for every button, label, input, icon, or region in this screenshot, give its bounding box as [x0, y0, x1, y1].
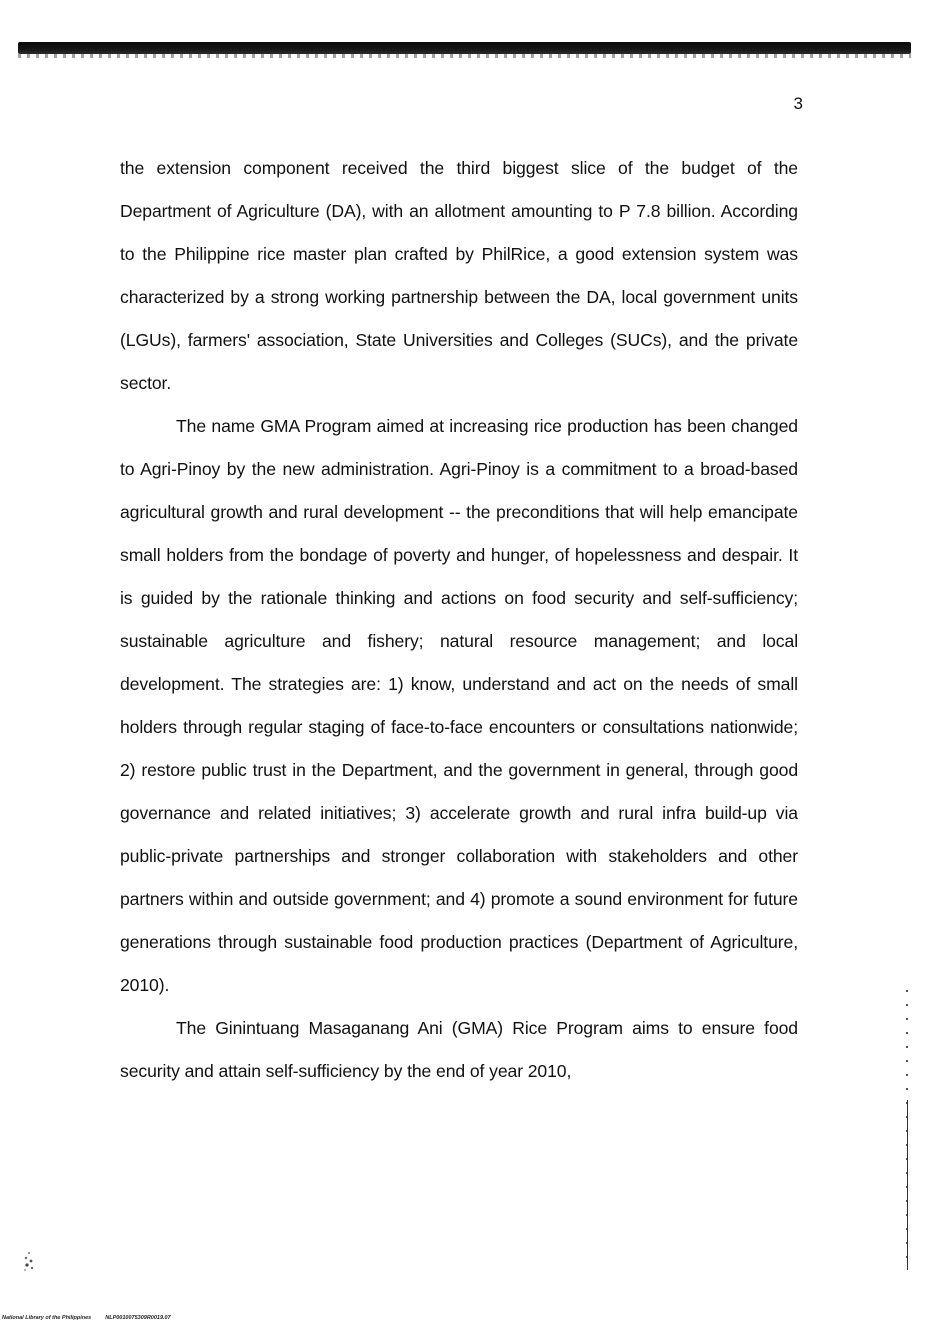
footer-library-name: National Library of the Philippines — [2, 1315, 92, 1321]
footer-document-code: NLP0010075309R0019.07 — [105, 1315, 171, 1321]
page-number: 3 — [793, 94, 803, 113]
paragraph-gma-rice-program: The Ginintuang Masaganang Ani (GMA) Rice Program aims to ensure food security and attain self-sufficiency by the end of year 2010, — [120, 1018, 798, 1081]
paragraph-continuation: the extension component received the third biggest slice of the budget of the Department of Agriculture (DA), with an allotment amounting to P 7.8 billion. According to the Philippine rice master plan crafted by PhilRice, a good extension system was characterized by a strong working partnership between the DA, local government units (LGUs), farmers' association, State Universities and Colleges (SUCs), and the private sector. — [120, 158, 798, 393]
scan-margin-line — [907, 1100, 908, 1270]
scan-speckle-icon — [22, 1250, 36, 1272]
paragraph-agri-pinoy: The name GMA Program aimed at increasing rice production has been changed to Agri-Pinoy by the new administration. Agri-Pinoy is a commitment to a broad-based agricultural growth and rural development -- the preconditions that will help emancipate small holders from the bondage of poverty and hunger, of hopelessness and despair. It is guided by the rationale thinking and actions on food security and self-sufficiency; sustainable agriculture and fishery; natural resource management; and local development. The strategies are: 1) know, understand and act on the needs of small holders through regular staging of face-to-face encounters or consultations nationwide; 2) restore public trust in the Department, and the government in general, through good governance and related initiatives; 3) accelerate growth and rural infra build-up via public-private partnerships and stronger collaboration with stakeholders and other partners within and outside government; and 4) promote a sound environment for future generations through sustainable food production practices (Department of Agriculture, 2010). — [120, 416, 798, 995]
document-body — [120, 147, 798, 1093]
scan-border-bar — [18, 42, 911, 54]
scan-footer — [2, 1314, 171, 1322]
